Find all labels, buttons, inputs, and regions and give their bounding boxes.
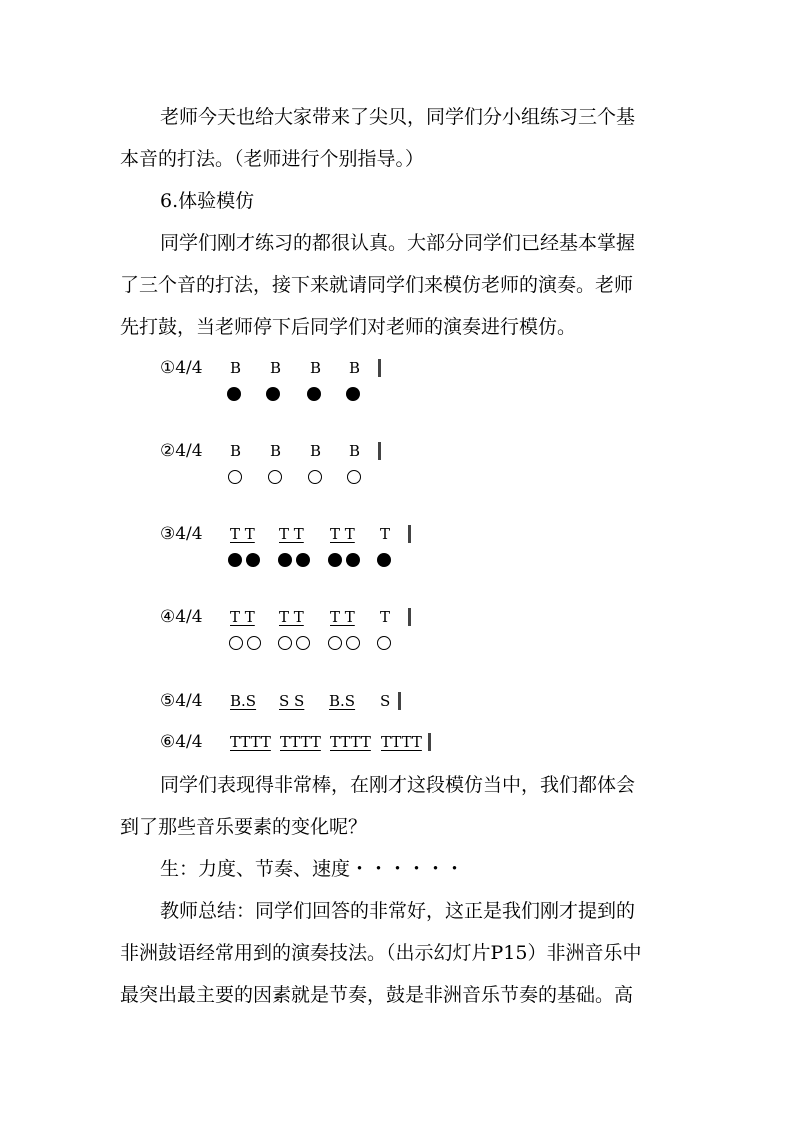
filled-beat-dot (307, 387, 321, 401)
hollow-beat-dot (308, 470, 322, 484)
filled-beat-dot (266, 387, 280, 401)
filled-beat-dot (296, 553, 310, 567)
exercise-label: ⑥4/4 (160, 732, 203, 752)
hollow-beat-dot (328, 636, 342, 650)
exercise-label: ⑤4/4 (160, 691, 203, 711)
rhythm-note: T (380, 525, 391, 543)
hollow-beat-dot (346, 636, 360, 650)
paragraph-line: 本音的打法。（老师进行个别指导。） (120, 148, 425, 170)
student-answer: 生：力度、节奏、速度・・・・・・ (160, 858, 465, 880)
rhythm-note: B (270, 359, 282, 377)
exercise-label: ④4/4 (160, 607, 203, 627)
rhythm-note: B (310, 359, 322, 377)
paragraph-line: 同学们表现得非常棒，在刚才这段模仿当中，我们都体会 (160, 774, 636, 796)
barline (408, 608, 411, 626)
rhythm-note: B (349, 359, 361, 377)
rhythm-note: T T (330, 525, 355, 543)
rhythm-note: B.S (230, 692, 257, 710)
filled-beat-dot (346, 553, 360, 567)
barline (428, 733, 431, 751)
barline (378, 442, 381, 460)
rhythm-note: T T (230, 525, 255, 543)
rhythm-note: B (270, 442, 282, 460)
rhythm-note: S (380, 692, 391, 710)
paragraph-line: 同学们刚才练习的都很认真。大部分同学们已经基本掌握 (160, 232, 636, 254)
hollow-beat-dot (347, 470, 361, 484)
rhythm-note: B (349, 442, 361, 460)
paragraph-line: 先打鼓，当老师停下后同学们对老师的演奏进行模仿。 (120, 316, 577, 338)
rhythm-note: T T (330, 608, 355, 626)
filled-beat-dot (278, 553, 292, 567)
rhythm-note: TTTT (381, 733, 422, 751)
exercise-label: ②4/4 (160, 441, 203, 461)
rhythm-note: TTTT (330, 733, 371, 751)
hollow-beat-dot (296, 636, 310, 650)
rhythm-note: T T (279, 608, 304, 626)
filled-beat-dot (246, 553, 260, 567)
paragraph-line: 老师今天也给大家带来了尖贝，同学们分小组练习三个基 (160, 106, 636, 128)
rhythm-note: T T (279, 525, 304, 543)
barline (378, 359, 381, 377)
hollow-beat-dot (377, 636, 391, 650)
rhythm-note: TTTT (230, 733, 271, 751)
rhythm-note: S S (279, 692, 305, 710)
rhythm-note: TTTT (280, 733, 321, 751)
paragraph-line: 教师总结：同学们回答的非常好，这正是我们刚才提到的 (160, 900, 636, 922)
rhythm-note: T T (230, 608, 255, 626)
paragraph-line: 非洲鼓语经常用到的演奏技法。（出示幻灯片P15）非洲音乐中 (120, 942, 642, 964)
barline (398, 692, 401, 710)
exercise-label: ③4/4 (160, 524, 203, 544)
barline (408, 525, 411, 543)
hollow-beat-dot (229, 636, 243, 650)
hollow-beat-dot (268, 470, 282, 484)
filled-beat-dot (328, 553, 342, 567)
paragraph-line: 了三个音的打法，接下来就请同学们来模仿老师的演奏。老师 (120, 274, 634, 296)
filled-beat-dot (227, 387, 241, 401)
filled-beat-dot (377, 553, 391, 567)
rhythm-note: B (230, 442, 242, 460)
paragraph-line: 最突出最主要的因素就是节奏，鼓是非洲音乐节奏的基础。高 (120, 984, 634, 1006)
paragraph-line: 到了那些音乐要素的变化呢？ (120, 816, 368, 838)
rhythm-note: B.S (329, 692, 356, 710)
rhythm-note: T (380, 608, 391, 626)
hollow-beat-dot (278, 636, 292, 650)
hollow-beat-dot (228, 470, 242, 484)
section-heading: 6.体验模仿 (160, 190, 255, 212)
exercise-label: ①4/4 (160, 358, 203, 378)
filled-beat-dot (346, 387, 360, 401)
hollow-beat-dot (247, 636, 261, 650)
rhythm-note: B (310, 442, 322, 460)
rhythm-note: B (230, 359, 242, 377)
filled-beat-dot (228, 553, 242, 567)
